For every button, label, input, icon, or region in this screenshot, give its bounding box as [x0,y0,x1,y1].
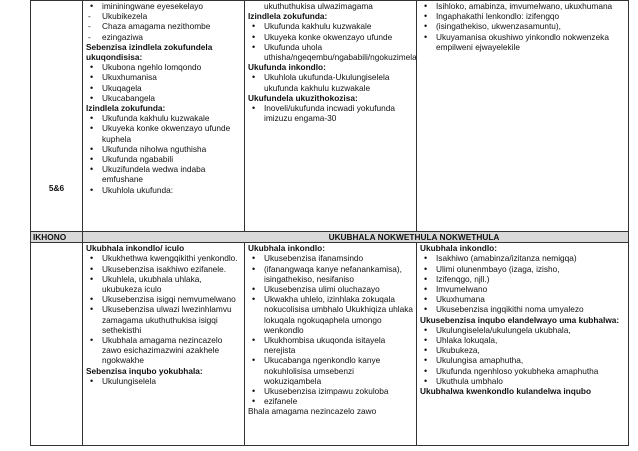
list-item: • Isihloko, amabinza, imvumelwano, ukuxhumana [420,1,625,11]
skill-label: IKHONO [31,232,83,243]
list-item: • Ukulungiselela/ukulungela ukubhala, [420,325,625,335]
bullet-list [248,21,417,63]
bullet-list [86,113,241,195]
list-item: • Ukubukeza, [420,345,625,355]
list-item: • Ingaphakathi lenkondlo: izifengqo [420,11,625,21]
list-item: • Ukusebenzisa ingqikithi noma umyalezo [420,304,625,314]
list-item: • Ukulungiselela [86,376,241,386]
list-item: • Ukukhombisa ukuqonda isitayela nerejista [248,335,413,355]
reading-col-3 [417,1,629,232]
list-item: • Ukuthula umbhalo [420,376,625,386]
reading-col-2 [245,1,417,232]
list-item: • Ukukhethwa kwengqikithi yenkondlo. [86,253,241,263]
empty-label-cell [31,1,83,232]
list-item: - Ukubikezela [86,11,241,21]
list-item: • Inoveli/ukufunda incwadi yokufunda imizuzu engama-30 [248,103,413,123]
list-item: • Ukuyeka konke okwenzayo ufunde kuphela [86,123,241,143]
writing-row [31,243,629,446]
skill-band-row [31,232,629,243]
bullet-list [86,376,241,386]
list-item: • Ukusebenzisa ulwazi lwezinhlamvu zamagama ukuthuthukisa isigqi sethekisthi [86,304,241,335]
list-item: • Ukufunda ngenhloso yokubheka amaphutha [420,366,625,376]
list-item: • Ukuhlela, ukubhala uhlaka, ukubukeza iculo [86,274,241,294]
bullet-list [86,62,241,103]
lead-list [86,1,241,11]
list-item: • Ukusebenzisa izimpawu zokuloba [248,386,413,396]
list-item: • Ukuqagela [86,83,241,93]
bullet-list [420,1,625,52]
grade-label: 5&6 [31,243,83,446]
reading-row [31,1,629,232]
list-item: • Ukufunda ngababili [86,154,241,164]
section-heading: Izindlela zokufunda: [86,103,166,114]
bullet-list [248,72,413,92]
list-item: - Chaza amagama nezithombe [86,21,241,31]
dash-list [86,11,241,42]
list-item: • ezifanele [248,396,413,406]
list-item: • Ukwakha uhlelo, izinhlaka zokuqala nokucolisisa umbhalo Ukukhiqiza uhlaka lokuqala ngokuqaphela umongo wenkondlo [248,294,413,335]
list-item: • Ukufunda uhola uthisha/ngeqembu/ngababili/ngokuzimela [248,42,413,62]
list-item: • (isingathekiso, ukwenzasamuntu), [420,21,625,31]
list-item: • Ukufunda kakhulu kuzwakale [86,113,241,123]
list-item: • imininingwane eyesekelayo [86,1,241,11]
list-item: • Ukusebenzisa isakhiwo ezifanele. [86,264,241,274]
list-item: • Ukuxhumanisa [86,72,241,82]
list-item: • Ukufunda kakhulu kuzwakale [248,21,413,31]
writing-col-1 [83,243,245,446]
list-item: • Ukusebenzisa ulimi oluchazayo [248,284,413,294]
list-item: • Ukuxhumana [420,294,625,304]
list-item: • Ukucabangela [86,93,241,103]
section-heading: Ukubhala inkondlo: [248,243,325,254]
skill-title: UKUBHALA NOKWETHULA NOKWETHULA [83,232,629,243]
section-heading: Sebenzisa izindlela zokufundela ukuqondisisa: [86,41,213,63]
list-item: • Ukufunda niholwa nguthisha [86,144,241,154]
bullet-list [86,253,241,365]
section-heading: Izindlela zokufunda: [248,11,328,22]
section-heading: Ukufunda inkondlo: [248,62,326,73]
list-item: • Ukusebenzisa isigqi nemvumelwano [86,294,241,304]
section-heading: Ukusebenzisa inqubo elandelwayo uma kubhalwa: [420,314,620,325]
list-item: - ezingaziwa [86,32,241,42]
list-item: • Imvumelwano [420,284,625,294]
curriculum-table [30,0,629,446]
bullet-list [248,253,413,406]
list-item: • Ukusebenzisa ifanamsindo [248,253,413,263]
list-item: • Ukucabanga ngenkondlo kanye nokuhlolisisa umsebenzi wokuziqambela [248,355,413,386]
section-heading: Ukubhala inkondlo/ iculo [86,243,185,254]
writing-col-3 [417,243,629,446]
list-item: • Ulimi olunenmbayo (izaga, izisho, [420,264,625,274]
list-item: • Ukubhala amagama nezincazelo zawo esichazimazwini azakhele ngokwakhe [86,335,241,366]
list-item: • Ukuzifundela wedwa indaba emfushane [86,164,241,184]
lead-text: ukuthuthukisa ulwazimagama [264,1,373,11]
section-heading: Ukubhalwa kwenkondlo kulandelwa inqubo [420,386,592,397]
bullet-list [420,325,625,386]
list-item: • Ukulungisa amaphutha, [420,355,625,365]
bullet-list [420,253,625,314]
list-item: • Uhlaka lokuqala, [420,335,625,345]
section-heading: Sebenzisa inqubo yokubhala: [86,365,203,376]
list-item: • Ukuhlola ukufunda-Ukulungiselela ukufunda kakhulu kuzwakale [248,72,413,92]
list-item: • Ukuhlola ukufunda: [86,185,241,195]
list-item: • (ifanangwaqa kanye nefanankamisa), isingathekiso, nesifaniso [248,264,413,284]
tail-text: Bhala amagama nezincazelo zawo [248,406,377,417]
section-heading: Ukubhala inkondlo: [420,243,497,254]
bullet-list [248,103,413,123]
list-item: • Isakhiwo (amabinza/izitanza nemigqa) [420,253,625,263]
section-heading: Ukufundela ukuzithokozisa: [248,92,358,103]
list-item: • Izifenqgo, njll.) [420,274,625,284]
reading-col-1 [83,1,245,232]
list-item: • Ukuyamanisa okushiwo yinkondlo nokwenzeka empilweni ejwayelekile [420,32,625,52]
writing-col-2 [245,243,417,446]
list-item: • Ukuyeka konke okwenzayo ufunde [248,32,413,42]
list-item: • Ukubona ngehlo lomqondo [86,62,241,72]
